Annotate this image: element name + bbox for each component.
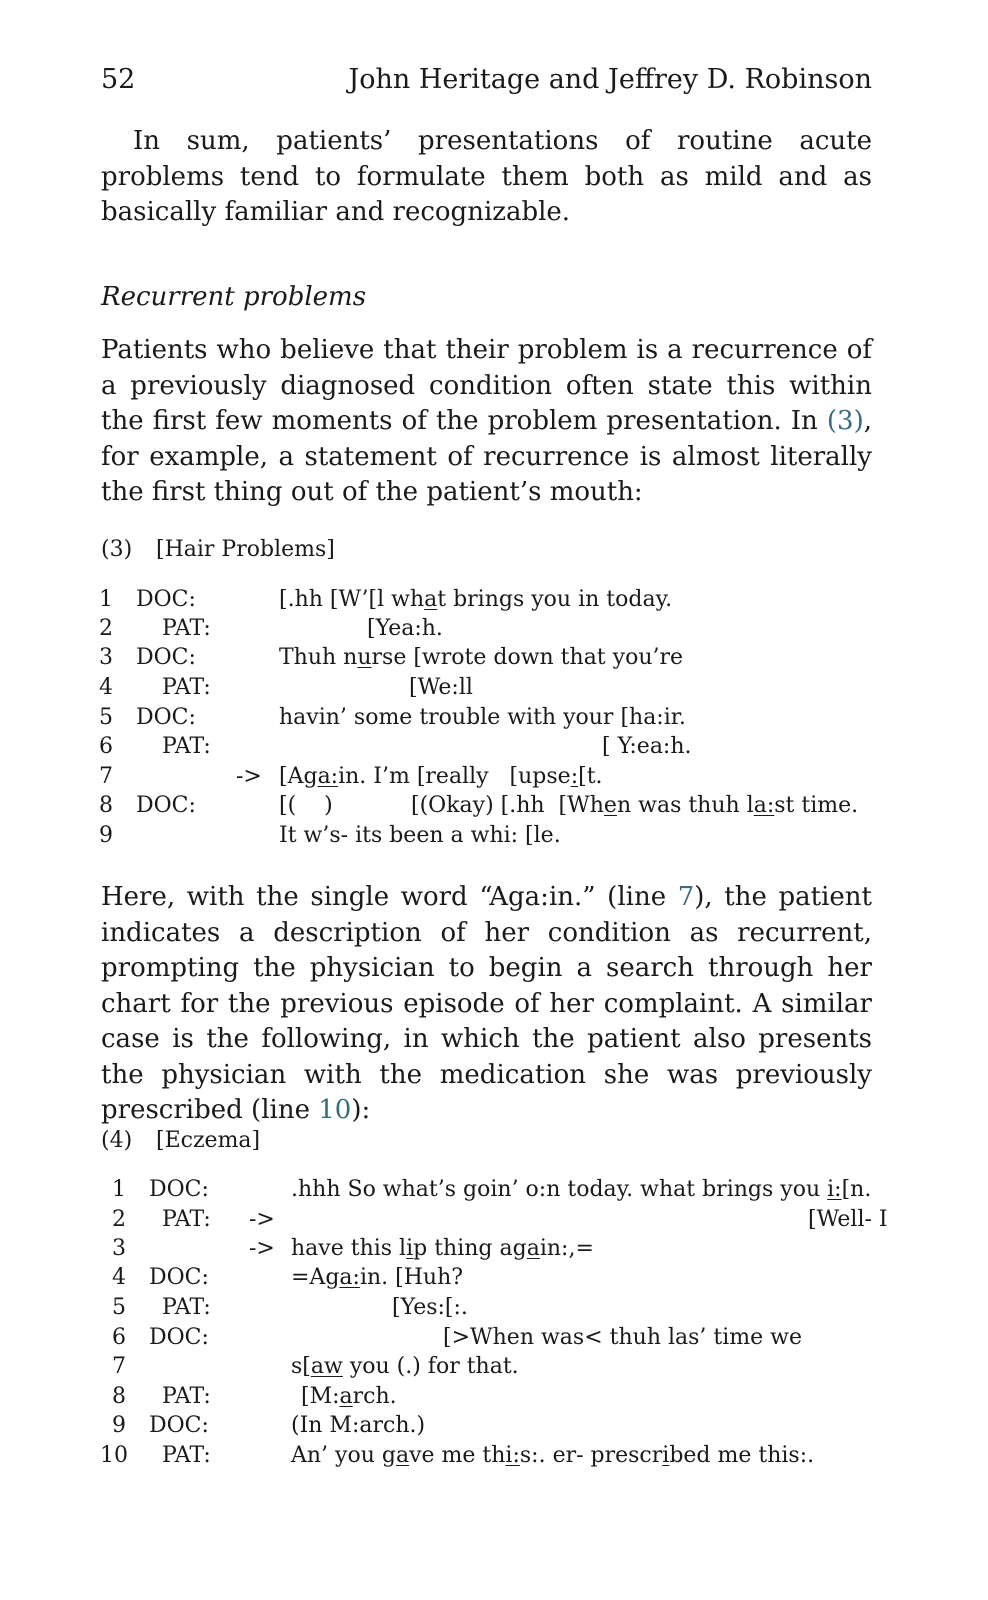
utterance: [( ): [279, 793, 333, 818]
utterance: [.hh [W’[l what brings you in today.: [279, 587, 673, 612]
utterance: It w’s- its been a whi: [le.: [279, 823, 561, 848]
utterance: (In M:arch.): [291, 1413, 426, 1438]
line-number: 7: [112, 1354, 126, 1379]
speaker-label: PAT:: [162, 1384, 211, 1409]
utterance: Thuh nurse [wrote down that you’re: [279, 645, 684, 670]
example-3-title: [Hair Problems]: [156, 537, 335, 562]
speaker-label: PAT:: [162, 1207, 211, 1232]
utterance: [Well- I: [808, 1207, 888, 1232]
line-number: 2: [99, 616, 113, 641]
utterance: [>When was< thuh las’ time we: [443, 1325, 803, 1350]
page-number: 52: [101, 64, 136, 95]
recurrence-paragraph: [101, 333, 872, 511]
speaker-label: DOC:: [136, 645, 196, 670]
example-3-reference[interactable]: (3): [826, 406, 864, 436]
utterance: =Aga:in. [Huh?: [291, 1265, 464, 1290]
line-number: 5: [99, 705, 113, 730]
line-number: 7: [99, 764, 113, 789]
line-number: 3: [112, 1236, 126, 1261]
line-number: 2: [112, 1207, 126, 1232]
speaker-label: DOC:: [136, 705, 196, 730]
utterance: An’ you gave me thi:s:. er- prescribed me this:.: [291, 1443, 815, 1468]
speaker-label: PAT:: [162, 675, 211, 700]
line-number: 4: [99, 675, 113, 700]
speaker-label: DOC:: [149, 1265, 209, 1290]
utterance: have this lip thing again:,=: [291, 1236, 594, 1261]
arrow-marker: ->: [236, 764, 262, 789]
line-number: 1: [99, 587, 113, 612]
line-number: 4: [112, 1265, 126, 1290]
speaker-label: PAT:: [162, 616, 211, 641]
utterance: .hhh So what’s goin’ o:n today. what brings you i:[n.: [291, 1177, 872, 1202]
speaker-label: PAT:: [162, 1443, 211, 1468]
utterance: [Yea:h.: [367, 616, 443, 641]
utterance-continuation: [(Okay) [.hh [When was thuh la:st time.: [411, 793, 859, 818]
speaker-label: DOC:: [136, 587, 196, 612]
arrow-marker: ->: [249, 1236, 275, 1261]
utterance: [ Y:ea:h.: [602, 734, 692, 759]
analysis-paragraph-text-2: ), the patient indicates a description of her condition as recurrent, prompting the physician to begin a search through her chart for the previous episode of her complaint. A similar case is the following, in which the patient also presents the physician with the medication she was previously prescribed (line: [101, 882, 872, 1125]
speaker-label: PAT:: [162, 1295, 211, 1320]
utterance: [M:arch.: [301, 1384, 397, 1409]
recurrence-paragraph-text-2: , for example, a statement of recurrence is almost literally the first thing out of the patient’s mouth:: [101, 406, 872, 507]
speaker-label: DOC:: [149, 1325, 209, 1350]
example-4-label: [101, 1128, 260, 1153]
running-head: John Heritage and Jeffrey D. Robinson: [348, 64, 872, 95]
line-number: 9: [99, 823, 113, 848]
line-number: 10: [100, 1443, 128, 1468]
example-3-label: [101, 537, 335, 562]
utterance: [Yes:[:.: [392, 1295, 468, 1320]
speaker-label: DOC:: [149, 1177, 209, 1202]
line-number: 8: [112, 1384, 126, 1409]
intro-paragraph-text: In sum, patients’ presentations of routine acute problems tend to formulate them both as mild and as basically familiar and recognizable.: [101, 126, 872, 227]
utterance: havin’ some trouble with your [ha:ir.: [279, 705, 686, 730]
line-number: 6: [112, 1325, 126, 1350]
utterance: [Aga:in. I’m [really [upse:[t.: [279, 764, 603, 789]
intro-paragraph: [101, 124, 872, 231]
recurrence-paragraph-text-1: Patients who believe that their problem is a recurrence of a previously diagnosed condition often state this within the first few moments of the problem presentation. In: [101, 335, 872, 436]
line-10-reference[interactable]: 10: [318, 1095, 352, 1125]
example-3-number: (3): [101, 537, 133, 562]
example-4-title: [Eczema]: [156, 1128, 261, 1153]
section-heading: Recurrent problems: [101, 282, 367, 312]
utterance: [We:ll: [409, 675, 473, 700]
line-number: 8: [99, 793, 113, 818]
analysis-paragraph: [101, 880, 872, 1129]
line-number: 3: [99, 645, 113, 670]
speaker-label: PAT:: [162, 734, 211, 759]
line-7-reference[interactable]: 7: [677, 882, 695, 912]
analysis-paragraph-text-3: ):: [351, 1095, 371, 1125]
line-number: 1: [112, 1177, 126, 1202]
analysis-paragraph-text-1: Here, with the single word “Aga:in.” (line: [101, 882, 678, 912]
example-4-number: (4): [101, 1128, 133, 1153]
line-number: 5: [112, 1295, 126, 1320]
speaker-label: DOC:: [149, 1413, 209, 1438]
utterance: s[aw you (.) for that.: [291, 1354, 519, 1379]
line-number: 6: [99, 734, 113, 759]
line-number: 9: [112, 1413, 126, 1438]
arrow-marker: ->: [249, 1207, 275, 1232]
speaker-label: DOC:: [136, 793, 196, 818]
